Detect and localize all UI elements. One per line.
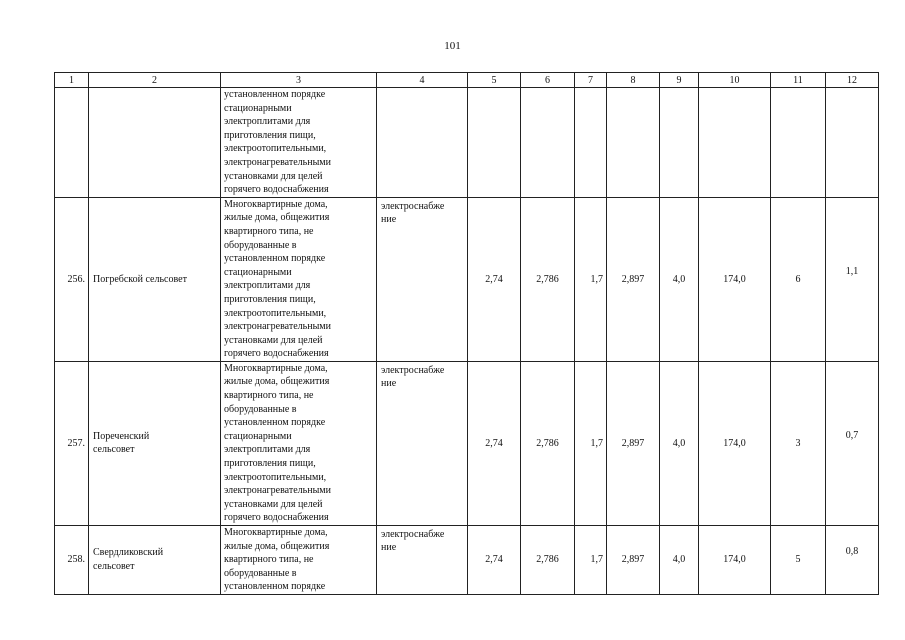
value-col-6: 2,786 bbox=[521, 197, 575, 361]
description-line: установками для целей bbox=[224, 498, 323, 510]
table-row bbox=[55, 526, 879, 595]
description-line: Многоквартирные дома, bbox=[224, 362, 328, 374]
description-line: стационарными bbox=[224, 102, 292, 114]
value-col-12 bbox=[826, 361, 879, 525]
service-type-line: ние bbox=[381, 542, 397, 553]
service-type-line: электроснабже bbox=[381, 529, 445, 540]
description-line: электроплитами для bbox=[224, 280, 311, 292]
description-line: горячего водоснабжения bbox=[224, 512, 329, 524]
settlement-name-line: сельсовет bbox=[93, 444, 135, 456]
service-type-line: электроснабже bbox=[381, 364, 445, 376]
value-col-9: 4,0 bbox=[660, 197, 699, 361]
value-col-8: 2,897 bbox=[607, 197, 660, 361]
description-line: оборудованные в bbox=[224, 567, 297, 579]
description-line: электроплитами для bbox=[224, 444, 311, 456]
table-row bbox=[55, 197, 879, 361]
value-col-5: 2,74 bbox=[468, 361, 521, 525]
description-line: установленном порядке bbox=[224, 417, 326, 429]
description-line: Многоквартирные дома, bbox=[224, 198, 328, 210]
value-col-6: 2,786 bbox=[521, 526, 575, 595]
description-line: стационарными bbox=[224, 430, 292, 442]
value-col-5: 2,74 bbox=[468, 526, 521, 595]
value-col-12-text: 0,8 bbox=[845, 546, 859, 558]
value-col-10: 174,0 bbox=[699, 197, 771, 361]
page-number: 101 bbox=[444, 40, 461, 52]
settlement-name-line: Пореченский bbox=[93, 430, 150, 442]
description-cell bbox=[221, 197, 377, 361]
value-col-12 bbox=[826, 197, 879, 361]
description-line: жилые дома, общежития bbox=[224, 376, 330, 388]
column-header: 12 bbox=[826, 73, 879, 88]
settlement-name-cell bbox=[89, 526, 221, 595]
service-type-line: ние bbox=[381, 213, 397, 225]
value-col-9: 4,0 bbox=[660, 526, 699, 595]
description-cell bbox=[221, 88, 377, 198]
row-number: 256. bbox=[55, 197, 89, 361]
column-header: 3 bbox=[221, 73, 377, 88]
column-header: 6 bbox=[521, 73, 575, 88]
description-line: электроотопительными, bbox=[224, 143, 327, 155]
description-line: Многоквартирные дома, bbox=[224, 527, 328, 538]
column-header: 7 bbox=[575, 73, 607, 88]
description-line: установками для целей bbox=[224, 170, 323, 182]
service-type-cell bbox=[377, 197, 468, 361]
description-line: горячего водоснабжения bbox=[224, 184, 329, 196]
column-header: 8 bbox=[607, 73, 660, 88]
tariff-table bbox=[54, 72, 879, 595]
value-col-11: 5 bbox=[771, 526, 826, 595]
value-col-8: 2,897 bbox=[607, 361, 660, 525]
description-line: установленном порядке bbox=[224, 253, 326, 265]
value-col-12-text: 0,7 bbox=[845, 429, 859, 441]
settlement-name-line: Свердликовский bbox=[93, 547, 164, 559]
description-line: установленном порядке bbox=[224, 89, 326, 100]
value-col-6: 2,786 bbox=[521, 361, 575, 525]
value-col-9: 4,0 bbox=[660, 361, 699, 525]
settlement-name-line: Погребской сельсовет bbox=[93, 273, 187, 285]
column-header: 2 bbox=[89, 73, 221, 88]
description-line: квартирного типа, не bbox=[224, 390, 314, 402]
description-line: горячего водоснабжения bbox=[224, 348, 329, 360]
column-header: 10 bbox=[699, 73, 771, 88]
description-line: жилые дома, общежития bbox=[224, 212, 330, 224]
value-col-7: 1,7 bbox=[575, 361, 607, 525]
description-line: установленном порядке bbox=[224, 581, 326, 593]
column-header: 11 bbox=[771, 73, 826, 88]
service-type-cell bbox=[377, 361, 468, 525]
description-cell bbox=[221, 526, 377, 595]
description-line: оборудованные в bbox=[224, 239, 297, 251]
description-line: установками для целей bbox=[224, 334, 323, 346]
value-col-11: 3 bbox=[771, 361, 826, 525]
description-line: жилые дома, общежития bbox=[224, 540, 330, 552]
description-line: приготовления пищи, bbox=[224, 129, 316, 141]
value-col-7: 1,7 bbox=[575, 197, 607, 361]
column-header: 5 bbox=[468, 73, 521, 88]
description-line: электроотопительными, bbox=[224, 307, 327, 319]
service-type-line: ние bbox=[381, 377, 397, 389]
value-col-12-text: 1,1 bbox=[845, 265, 859, 277]
settlement-name-line: сельсовет bbox=[93, 560, 135, 572]
column-header: 1 bbox=[55, 73, 89, 88]
value-col-11: 6 bbox=[771, 197, 826, 361]
table-row bbox=[55, 361, 879, 525]
value-col-7: 1,7 bbox=[575, 526, 607, 595]
description-line: электронагревательными bbox=[224, 321, 331, 333]
column-header: 9 bbox=[660, 73, 699, 88]
service-type-line: электроснабже bbox=[381, 200, 445, 212]
description-line: оборудованные в bbox=[224, 403, 297, 415]
settlement-name-cell bbox=[89, 197, 221, 361]
header-row bbox=[55, 73, 879, 88]
row-number: 258. bbox=[55, 526, 89, 595]
value-col-8: 2,897 bbox=[607, 526, 660, 595]
settlement-name-cell bbox=[89, 361, 221, 525]
description-line: электроотопительными, bbox=[224, 471, 327, 483]
description-line: квартирного типа, не bbox=[224, 554, 314, 566]
description-line: стационарными bbox=[224, 266, 292, 278]
value-col-10: 174,0 bbox=[699, 361, 771, 525]
service-type-cell bbox=[377, 526, 468, 595]
column-header: 4 bbox=[377, 73, 468, 88]
description-line: электронагревательными bbox=[224, 156, 331, 168]
value-col-12 bbox=[826, 526, 879, 595]
description-line: приготовления пищи, bbox=[224, 458, 316, 470]
value-col-10: 174,0 bbox=[699, 526, 771, 595]
description-line: квартирного типа, не bbox=[224, 225, 314, 237]
description-cell bbox=[221, 361, 377, 525]
value-col-5: 2,74 bbox=[468, 197, 521, 361]
description-line: электроплитами для bbox=[224, 116, 311, 128]
row-number: 257. bbox=[55, 361, 89, 525]
description-line: приготовления пищи, bbox=[224, 293, 316, 305]
continuation-row bbox=[55, 88, 879, 198]
description-line: электронагревательными bbox=[224, 485, 331, 497]
